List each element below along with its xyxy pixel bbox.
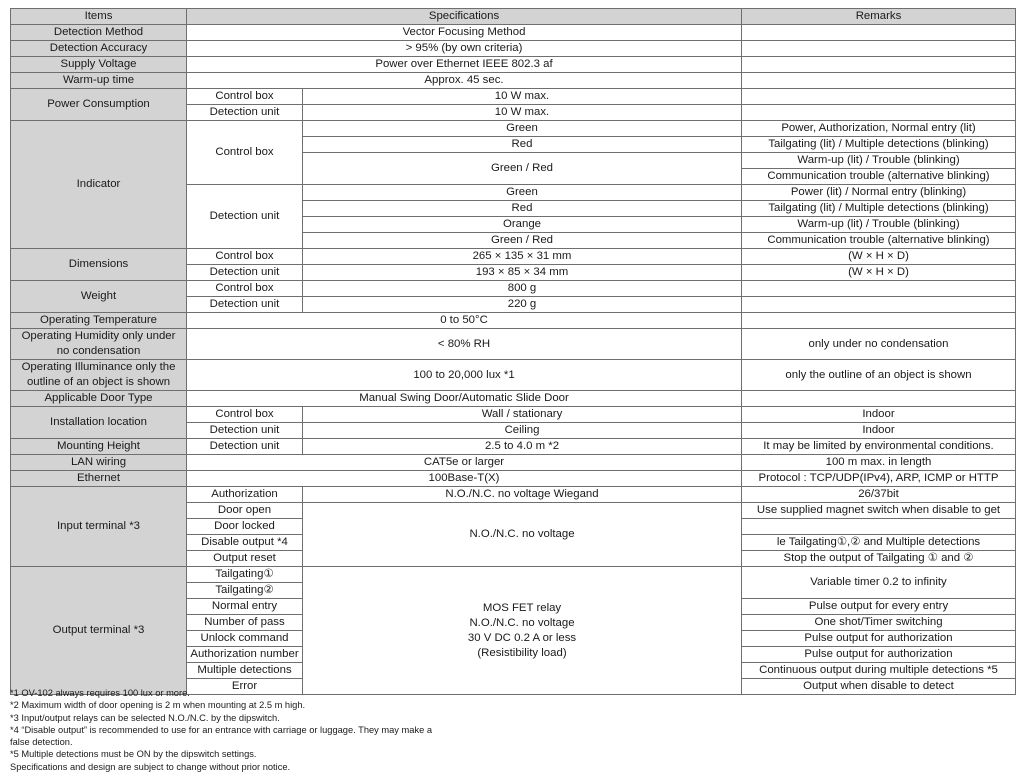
sub-item-label: Detection unit (187, 265, 303, 281)
remark-value (742, 391, 1016, 407)
table-row (11, 73, 1016, 89)
table-row (11, 407, 1016, 423)
footnote: *5 Multiple detections must be ON by the dipswitch settings. (10, 749, 257, 760)
remark-value: Continuous output during multiple detections *5 (742, 663, 1016, 679)
sub-item-label: Detection unit (187, 297, 303, 313)
table-row (11, 487, 1016, 503)
item-label: Power Consumption (11, 89, 187, 121)
table-row (11, 281, 1016, 297)
spec-value: Wall / stationary (303, 407, 742, 423)
remark-value (742, 41, 1016, 57)
remark-value: Pulse output for authorization (742, 647, 1016, 663)
sub-item-label: Control box (187, 249, 303, 265)
spec-value: Orange (303, 217, 742, 233)
spec-value: Ceiling (303, 423, 742, 439)
item-label: Input terminal *3 (11, 487, 187, 567)
item-label: Warm-up time (11, 73, 187, 89)
remark-value: Variable timer 0.2 to infinity (742, 567, 1016, 599)
spec-value (303, 567, 742, 695)
remark-value: Use supplied magnet switch when disable to get (742, 503, 1016, 519)
spec-value: 10 W max. (303, 105, 742, 121)
spec-value: 265 × 135 × 31 mm (303, 249, 742, 265)
footnotes (10, 687, 530, 773)
remark-value: Tailgating (lit) / Multiple detections (blinking) (742, 137, 1016, 153)
sub-item-label: Authorization (187, 487, 303, 503)
spec-value: 800 g (303, 281, 742, 297)
remark-value: One shot/Timer switching (742, 615, 1016, 631)
remark-value: It may be limited by environmental conditions. (742, 439, 1016, 455)
item-label: Detection Method (11, 25, 187, 41)
item-label: Mounting Height (11, 439, 187, 455)
remark-value: Pulse output for every entry (742, 599, 1016, 615)
item-label: Operating Temperature (11, 313, 187, 329)
spec-value: 193 × 85 × 34 mm (303, 265, 742, 281)
footnote: *3 Input/output relays can be selected N.O./N.C. by the dipswitch. (10, 712, 280, 723)
footnote: *2 Maximum width of door opening is 2 m when mounting at 2.5 m high. (10, 700, 306, 711)
remark-value: Power (lit) / Normal entry (blinking) (742, 185, 1016, 201)
remark-value: Indoor (742, 407, 1016, 423)
table-row (11, 313, 1016, 329)
spec-value: N.O./N.C. no voltage Wiegand (303, 487, 742, 503)
header-items: Items (11, 9, 187, 25)
sub-item-label: Disable output *4 (187, 535, 303, 551)
sub-item-label: Number of pass (187, 615, 303, 631)
table-row (11, 471, 1016, 487)
item-label (11, 360, 187, 391)
table-row (11, 121, 1016, 137)
spec-value: Manual Swing Door/Automatic Slide Door (187, 391, 742, 407)
spec-line: MOS FET relay (482, 601, 562, 614)
remark-value: Stop the output of Tailgating ① and ② (742, 551, 1016, 567)
sub-item-label: Authorization number (187, 647, 303, 663)
spec-value: CAT5e or larger (187, 455, 742, 471)
remark-value: (W × H × D) (742, 265, 1016, 281)
header-remarks: Remarks (742, 9, 1016, 25)
remark-value (742, 519, 1016, 535)
sub-item-label: Multiple detections (187, 663, 303, 679)
item-label: Ethernet (11, 471, 187, 487)
remark-value (742, 25, 1016, 41)
sub-item-label: Door open (187, 503, 303, 519)
spec-value: N.O./N.C. no voltage (303, 503, 742, 567)
remark-value: 100 m max. in length (742, 455, 1016, 471)
table-row (11, 249, 1016, 265)
table-row (11, 89, 1016, 105)
remark-value: Warm-up (lit) / Trouble (blinking) (742, 217, 1016, 233)
table-row (11, 439, 1016, 455)
item-label-line: Operating Illuminance only the (21, 361, 176, 373)
remark-value: Communication trouble (alternative blinking) (742, 233, 1016, 249)
spec-value: 100 to 20,000 lux *1 (187, 360, 742, 391)
table-row (11, 329, 1016, 360)
remark-value: Pulse output for authorization (742, 631, 1016, 647)
item-label-line: Operating Humidity only under (21, 330, 176, 342)
table-row (11, 567, 1016, 583)
item-label-line: outline of an object is shown (26, 376, 171, 388)
sub-item-label: Normal entry (187, 599, 303, 615)
sub-item-label: Detection unit (187, 185, 303, 249)
spec-line: 30 V DC 0.2 A or less (467, 631, 577, 644)
sub-item-label: Control box (187, 281, 303, 297)
spec-value: Approx. 45 sec. (187, 73, 742, 89)
remark-value: Indoor (742, 423, 1016, 439)
remark-value: Protocol : TCP/UDP(IPv4), ARP, ICMP or HTTP (742, 471, 1016, 487)
spec-value: Green (303, 185, 742, 201)
item-label: Installation location (11, 407, 187, 439)
spec-value: Power over Ethernet IEEE 802.3 af (187, 57, 742, 73)
footnote: *4 “Disable output” is recommended to use for an entrance with carriage or luggage. They may make a (10, 724, 433, 735)
item-label: Supply Voltage (11, 57, 187, 73)
table-row (11, 41, 1016, 57)
spec-value: Green / Red (303, 153, 742, 185)
sub-item-label: Error (187, 679, 303, 695)
remark-value (742, 89, 1016, 105)
item-label: LAN wiring (11, 455, 187, 471)
table-row (11, 391, 1016, 407)
remark-value (742, 281, 1016, 297)
item-label: Output terminal *3 (11, 567, 187, 695)
item-label: Dimensions (11, 249, 187, 281)
remark-value: 26/37bit (742, 487, 1016, 503)
remark-value: Output when disable to detect (742, 679, 1016, 695)
item-label-line: no condensation (56, 345, 141, 357)
item-label: Indicator (11, 121, 187, 249)
sub-item-label: Tailgating① (187, 567, 303, 583)
sub-item-label: Detection unit (187, 423, 303, 439)
sub-item-label: Control box (187, 89, 303, 105)
table-row (11, 57, 1016, 73)
remark-value (742, 297, 1016, 313)
remark-value (742, 73, 1016, 89)
table-row (11, 360, 1016, 391)
sub-item-label: Unlock command (187, 631, 303, 647)
remark-value (742, 57, 1016, 73)
spec-value: 0 to 50°C (187, 313, 742, 329)
remark-value: only the outline of an object is shown (742, 360, 1016, 391)
remark-value: Communication trouble (alternative blinking) (742, 169, 1016, 185)
spec-value: Red (303, 201, 742, 217)
item-label (11, 329, 187, 360)
sub-item-label: Output reset (187, 551, 303, 567)
spec-value: > 95% (by own criteria) (187, 41, 742, 57)
item-label: Detection Accuracy (11, 41, 187, 57)
sub-item-label: Control box (187, 121, 303, 185)
sub-item-label: Detection unit (187, 105, 303, 121)
spec-line: N.O./N.C. no voltage (469, 616, 575, 629)
specifications-table (10, 8, 1016, 695)
header-specifications: Specifications (187, 9, 742, 25)
spec-value: < 80% RH (187, 329, 742, 360)
spec-value: Red (303, 137, 742, 153)
spec-value: 220 g (303, 297, 742, 313)
table-header-row (11, 9, 1016, 25)
spec-value: 2.5 to 4.0 m *2 (303, 439, 742, 455)
footnote: false detection. (10, 737, 73, 748)
spec-value: Green (303, 121, 742, 137)
remark-value: le Tailgating①,② and Multiple detections (742, 535, 1016, 551)
spec-value: 100Base-T(X) (187, 471, 742, 487)
remark-value (742, 105, 1016, 121)
item-label: Weight (11, 281, 187, 313)
spec-value: Green / Red (303, 233, 742, 249)
table-row (11, 455, 1016, 471)
remark-value: Power, Authorization, Normal entry (lit) (742, 121, 1016, 137)
remark-value: (W × H × D) (742, 249, 1016, 265)
sub-item-label: Detection unit (187, 439, 303, 455)
footnote: *1 OV-102 always requires 100 lux or more. (10, 688, 190, 698)
sub-item-label: Door locked (187, 519, 303, 535)
item-label: Applicable Door Type (11, 391, 187, 407)
sub-item-label: Tailgating② (187, 583, 303, 599)
sub-item-label: Control box (187, 407, 303, 423)
spec-line: (Resistibility load) (477, 646, 567, 659)
remark-value: Tailgating (lit) / Multiple detections (blinking) (742, 201, 1016, 217)
remark-value: Warm-up (lit) / Trouble (blinking) (742, 153, 1016, 169)
spec-value: 10 W max. (303, 89, 742, 105)
remark-value: only under no condensation (742, 329, 1016, 360)
footnote: Specifications and design are subject to change without prior notice. (10, 761, 291, 772)
table-row (11, 25, 1016, 41)
spec-value: Vector Focusing Method (187, 25, 742, 41)
remark-value (742, 313, 1016, 329)
